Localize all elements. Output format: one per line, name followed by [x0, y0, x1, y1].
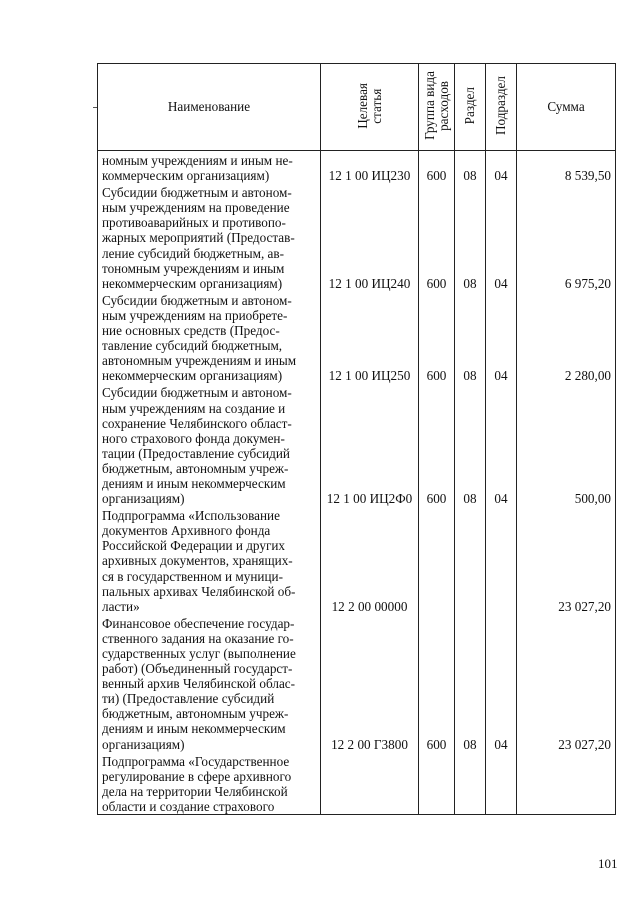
- row-name-line: противоаварийных и противопо-: [102, 215, 286, 231]
- row-section: 08: [455, 614, 486, 752]
- row-amount: 8 539,50: [517, 151, 616, 184]
- row-expense-group: 600: [419, 151, 455, 184]
- row-name-line: сударственных услуг (выполнение: [102, 646, 296, 661]
- row-subsection: 04: [486, 383, 517, 506]
- row-name: [98, 752, 321, 815]
- row-target-article: 12 1 00 ИЦ230: [321, 151, 419, 184]
- row-name-line: номным учреждениям и иным не-: [102, 153, 293, 168]
- header-subsection: Подраздел: [486, 64, 517, 151]
- row-name-line: архивных документов, хранящих-: [102, 553, 293, 569]
- row-expense-group: 600: [419, 291, 455, 384]
- row-name-line: дениям и иным некоммерческим: [102, 475, 286, 491]
- row-target-article: 12 2 00 00000: [321, 506, 419, 614]
- header-target-article: Целевая статья: [321, 64, 419, 151]
- table-row: [98, 383, 616, 506]
- row-subsection: [486, 752, 517, 815]
- table-body: [98, 151, 616, 815]
- row-name-line: жарных мероприятий (Предостав-: [102, 230, 295, 246]
- row-expense-group: 600: [419, 383, 455, 506]
- row-name-line: Российской Федерации и других: [102, 538, 286, 554]
- row-name-line: пальных архивах Челябинской об-: [102, 583, 296, 599]
- row-amount: 6 975,20: [517, 183, 616, 291]
- row-name-line: ласти»: [102, 598, 140, 614]
- row-name-line: работ) (Объединенный государст-: [102, 661, 293, 677]
- row-section: [455, 506, 486, 614]
- row-name-line: тавление субсидий бюджетным,: [102, 338, 283, 354]
- budget-table: [97, 63, 616, 815]
- row-amount: 23 027,20: [517, 506, 616, 614]
- row-section: 08: [455, 291, 486, 384]
- row-name-line: организациям): [102, 491, 185, 507]
- row-name-line: ным учреждениям на проведение: [102, 200, 290, 216]
- row-section: 08: [455, 383, 486, 506]
- row-name: [98, 506, 321, 614]
- row-section: [455, 752, 486, 815]
- row-name-line: Подпрограмма «Использование: [102, 508, 280, 524]
- row-name-line: сохранение Челябинского област-: [102, 415, 292, 431]
- row-target-article: 12 1 00 ИЦ2Ф0: [321, 383, 419, 506]
- row-amount: 2 280,00: [517, 291, 616, 384]
- row-name-line: автономным учреждениям и иным: [102, 353, 297, 369]
- row-name-line: ного страхового фонда докумен-: [102, 430, 285, 446]
- row-name-line: организациям): [102, 736, 185, 752]
- table-row: [98, 506, 616, 614]
- row-name-line: области и создание страхового: [102, 798, 275, 814]
- row-expense-group: 600: [419, 183, 455, 291]
- row-expense-group: [419, 752, 455, 815]
- row-name-line: ным учреждениям на создание и: [102, 400, 286, 416]
- row-name-line: Субсидии бюджетным и автоном-: [102, 385, 292, 401]
- row-subsection: 04: [486, 291, 517, 384]
- row-subsection: 04: [486, 614, 517, 752]
- row-name: [98, 614, 321, 752]
- table-row: [98, 752, 616, 815]
- row-subsection: 04: [486, 183, 517, 291]
- row-section: 08: [455, 151, 486, 184]
- row-name-line: некоммерческим организациям): [102, 368, 283, 384]
- header-expense-group: Группа вида расходов: [419, 64, 455, 151]
- row-name-line: ным учреждениям на приобрете-: [102, 307, 288, 323]
- row-name-line: Финансовое обеспечение государ-: [102, 615, 295, 631]
- row-name-line: тации (Предоставление субсидий: [102, 445, 290, 461]
- row-expense-group: [419, 506, 455, 614]
- row-name-line: документов Архивного фонда: [102, 523, 271, 539]
- row-name: [98, 183, 321, 291]
- row-name-line: ственного задания на оказание го-: [102, 630, 294, 646]
- row-amount: 500,00: [517, 383, 616, 506]
- row-name-line: Субсидии бюджетным и автоном-: [102, 185, 292, 201]
- table-row: [98, 291, 616, 384]
- row-name-line: коммерческим организациям): [102, 168, 270, 184]
- header-section: Раздел: [455, 64, 486, 151]
- row-name-line: ние основных средств (Предос-: [102, 323, 280, 339]
- row-name-line: тономным учреждениям и иным: [102, 260, 285, 276]
- row-target-article: 12 2 00 Г3800: [321, 614, 419, 752]
- row-name-line: дениям и иным некоммерческим: [102, 721, 286, 737]
- row-subsection: 04: [486, 151, 517, 184]
- row-name-line: бюджетным, автономным учреж-: [102, 706, 289, 722]
- row-name-line: ся в государственном и муници-: [102, 568, 283, 584]
- row-amount: 23 027,20: [517, 614, 616, 752]
- header-name: Наименование: [98, 64, 321, 151]
- row-name: [98, 291, 321, 384]
- row-name-line: Подпрограмма «Государственное: [102, 753, 290, 769]
- row-name-line: регулирование в сфере архивного: [102, 768, 292, 784]
- table-row: [98, 614, 616, 752]
- row-target-article: 12 1 00 ИЦ250: [321, 291, 419, 384]
- table-row: [98, 183, 616, 291]
- row-name: [98, 383, 321, 506]
- header-amount: Сумма: [517, 64, 616, 151]
- row-name-line: ление субсидий бюджетным, ав-: [102, 245, 285, 261]
- table-row: [98, 151, 616, 184]
- row-name-line: венный архив Челябинской облас-: [102, 676, 296, 692]
- row-name-line: бюджетным, автономным учреж-: [102, 460, 289, 476]
- row-name-line: Субсидии бюджетным и автоном-: [102, 292, 292, 308]
- page-number: 101: [598, 856, 618, 871]
- row-name-line: дела на территории Челябинской: [102, 783, 288, 799]
- row-name: [98, 151, 321, 184]
- row-expense-group: 600: [419, 614, 455, 752]
- row-target-article: 12 1 00 ИЦ240: [321, 183, 419, 291]
- row-name-line: некоммерческим организациям): [102, 275, 283, 291]
- row-amount: [517, 752, 616, 815]
- row-target-article: [321, 752, 419, 815]
- row-section: 08: [455, 183, 486, 291]
- row-subsection: [486, 506, 517, 614]
- row-name-line: ти) (Предоставление субсидий: [102, 691, 275, 707]
- table-header: [98, 64, 616, 151]
